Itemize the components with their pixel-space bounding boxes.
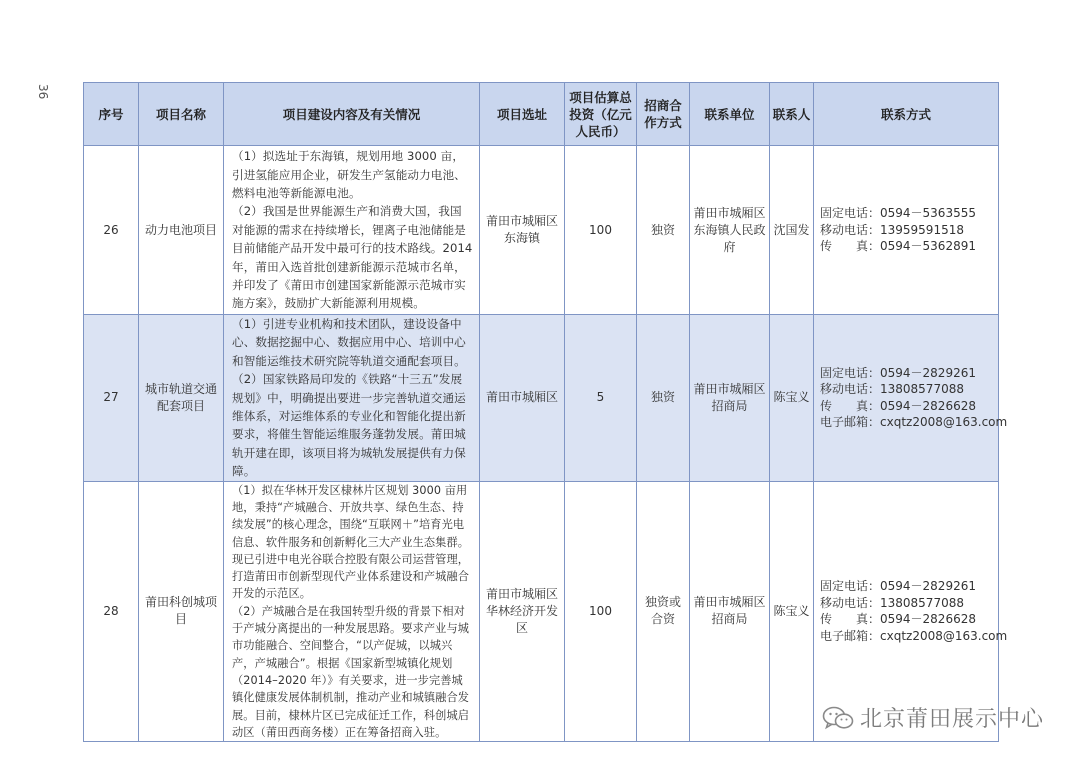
header-content: 项目建设内容及有关情况 [224,83,480,146]
cell-person: 陈宝义 [770,315,814,482]
cell-mode: 独资 [637,315,690,482]
cell-contact [814,146,999,315]
content-paragraph: （1）拟在华林开发区棣林片区规划 3000 亩用地，秉持“产城融合、开放共享、绿色生态、持续发展”的核心理念，围绕“互联网＋”培育光电信息、软件服务和创新孵化三大产业生态集群。现已引进中电光谷联合控股有限公司运营管理，打造莆田市创新型现代产业体系建设和产城融合开发的示范区。 [232,483,470,601]
table-row [84,315,999,482]
contact-line: 传 真：0594－5362891 [820,239,976,254]
header-seq: 序号 [84,83,139,146]
cell-seq: 27 [84,315,139,482]
content-paragraph: （2）产城融合是在我国转型升级的背景下相对于产城分离提出的一种发展思路。要求产业与城市功能融合、空间整合，“以产促城，以城兴产，产城融合”。根据《国家新型城镇化规划（2014–2020 年）》有关要求，进一步完善城镇化健康发展体制机制，推动产业和城镇融合发展。目前，棣林片区已完成征迁工作，科创城启动区（莆田西商务楼）正在筹备招商入驻。 [232,604,470,739]
cell-investment: 100 [565,481,637,741]
cell-unit: 莆田市城厢区招商局 [690,481,770,741]
wechat-icon [822,705,854,731]
cell-person: 陈宝义 [770,481,814,741]
cell-person: 沈国发 [770,146,814,315]
cell-name: 城市轨道交通配套项目 [139,315,224,482]
cell-contact [814,315,1008,482]
cell-investment: 5 [565,315,637,482]
table-row [84,146,999,315]
content-paragraph: （1）引进专业机构和技术团队，建设设备中心、数据挖掘中心、数据应用中心、培训中心和智能运维技术研究院等轨道交通配套项目。 [232,317,466,368]
cell-seq: 26 [84,146,139,315]
contact-line: 传 真：0594－2826628 [820,398,976,413]
watermark [822,702,1044,733]
contact-line: 固定电话：0594－5363555 [820,206,976,221]
page-number: 36 [36,84,50,100]
content-paragraph: （2）国家铁路局印发的《铁路“十三五”发展规划》中，明确提出要进一步完善轨道交通运维体系，对运维体系的专业化和智能化提出新要求，将催生智能运维服务蓬勃发展。莆田城轨开建在即，该项目将为城轨发展提供有力保障。 [232,372,466,479]
cell-site: 莆田市城厢区东海镇 [480,146,565,315]
cell-name: 莆田科创城项目 [139,481,224,741]
header-contact: 联系方式 [814,83,999,146]
header-mode: 招商合作方式 [637,83,690,146]
cell-seq: 28 [84,481,139,741]
contact-line: 传 真：0594－2826628 [820,612,976,627]
cell-name: 动力电池项目 [139,146,224,315]
header-unit: 联系单位 [690,83,770,146]
contact-line: 移动电话：13959591518 [820,222,964,237]
contact-line: 电子邮箱：cxqtz2008@163.com [820,628,1008,643]
project-table [83,82,1008,742]
table-header-row [84,83,999,146]
cell-site: 莆田市城厢区华林经济开发区 [480,481,565,741]
cell-content [224,146,480,315]
content-paragraph: （1）拟选址于东海镇，规划用地 3000 亩，引进氢能应用企业，研发生产氢能动力电池、燃料电池等新能源电池。 [232,149,466,200]
cell-unit: 莆田市城厢区东海镇人民政府 [690,146,770,315]
contact-line: 移动电话：13808577088 [820,382,964,397]
header-name: 项目名称 [139,83,224,146]
contact-line: 移动电话：13808577088 [820,595,964,610]
contact-line: 固定电话：0594－2829261 [820,579,976,594]
cell-content [224,315,480,482]
content-paragraph: （2）我国是世界能源生产和消费大国，我国对能源的需求在持续增长，锂离子电池储能是目前储能产品开发中最可行的技术路线。2014年，莆田入选首批创建新能源示范城市名单，并印发了《莆田市创建国家新能源示范城市实施方案》，鼓励扩大新能源利用规模。 [232,204,473,311]
cell-content [224,481,480,741]
header-person: 联系人 [770,83,814,146]
contact-line: 固定电话：0594－2829261 [820,365,976,380]
cell-mode: 独资 [637,146,690,315]
cell-site: 莆田市城厢区 [480,315,565,482]
watermark-text: 北京莆田展示中心 [859,707,1044,732]
header-site: 项目选址 [480,83,565,146]
cell-unit: 莆田市城厢区招商局 [690,315,770,482]
header-investment: 项目估算总投资（亿元人民币） [565,83,637,146]
cell-investment: 100 [565,146,637,315]
contact-line: 电子邮箱：cxqtz2008@163.com [820,415,1008,430]
cell-mode: 独资或合资 [637,481,690,741]
